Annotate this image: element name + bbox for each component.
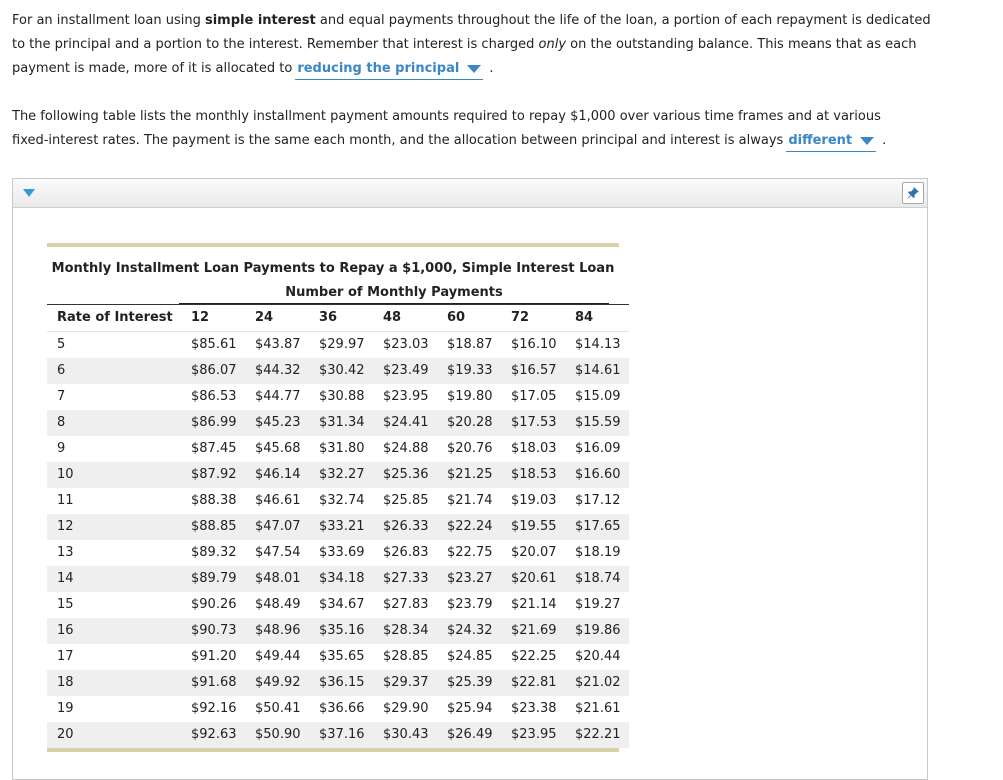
bottom-rule (47, 748, 619, 752)
payment-cell: $17.12 (575, 493, 621, 508)
payment-cell: $22.21 (575, 722, 629, 748)
rate-cell: 10 (47, 462, 191, 488)
table-row (47, 514, 629, 540)
payment-cell: $45.68 (255, 441, 301, 456)
rate-cell: 14 (47, 566, 191, 592)
payment-cell: $21.61 (575, 701, 621, 716)
payment-cell: $29.37 (383, 670, 447, 696)
payment-cell: $30.42 (319, 358, 383, 384)
payment-cell: $15.59 (575, 410, 629, 436)
payment-cell: $29.97 (319, 337, 365, 352)
rate-cell: 11 (57, 493, 74, 508)
panel-header (13, 179, 927, 208)
payment-cell: $23.95 (383, 389, 429, 404)
payment-cell: $90.73 (191, 618, 255, 644)
payment-cell: $16.10 (511, 337, 557, 352)
payment-cell: $37.16 (319, 722, 383, 748)
payment-cell: $50.90 (255, 722, 319, 748)
payment-cell: $18.74 (575, 566, 629, 592)
column-header-rate: Rate of Interest (47, 305, 191, 332)
payment-cell: $20.44 (575, 649, 621, 664)
payment-cell: $15.09 (575, 389, 621, 404)
payment-cell: $48.01 (255, 566, 319, 592)
payment-cell: $19.27 (575, 597, 621, 612)
payment-cell: $17.05 (511, 389, 557, 404)
payment-cell: $87.45 (191, 441, 237, 456)
payment-cell: $20.28 (447, 410, 511, 436)
payment-cell: $25.36 (383, 462, 447, 488)
table-row (47, 592, 629, 618)
payment-cell: $44.32 (255, 358, 319, 384)
payment-cell: $48.49 (255, 597, 301, 612)
payment-cell: $19.86 (575, 618, 629, 644)
payment-cell: $20.76 (447, 441, 493, 456)
payment-cell: $46.14 (255, 462, 319, 488)
column-header-60: 60 (447, 305, 511, 332)
payment-cell: $18.87 (447, 337, 493, 352)
payment-cell: $87.92 (191, 462, 255, 488)
table-intro-paragraph: The following table lists the monthly installment payment amounts required to repay $1,000 over various time frames and at various fixed-interest rates. The payment is the same each month, and the allocation between principal and interest is always different . (12, 105, 912, 153)
payment-cell: $30.43 (383, 722, 447, 748)
rate-cell: 20 (47, 722, 191, 748)
payment-cell: $22.25 (511, 649, 557, 664)
rate-cell: 15 (57, 597, 74, 612)
payment-cell: $28.34 (383, 618, 447, 644)
payment-cell: $22.81 (511, 670, 575, 696)
table-row (47, 618, 629, 644)
allocation-dropdown[interactable]: different (786, 132, 876, 152)
payment-cell: $16.09 (575, 441, 621, 456)
payment-cell: $17.65 (575, 514, 629, 540)
payment-cell: $35.16 (319, 618, 383, 644)
collapse-toggle-icon[interactable] (23, 189, 35, 197)
payment-cell: $25.39 (447, 670, 511, 696)
payment-cell: $47.54 (255, 545, 301, 560)
table-row (47, 488, 629, 514)
table-caption: Monthly Installment Loan Payments to Repay a $1,000, Simple Interest Loan (51, 261, 615, 276)
payment-cell: $45.23 (255, 410, 319, 436)
payment-cell: $49.44 (255, 649, 301, 664)
payment-cell: $91.20 (191, 649, 237, 664)
pin-button[interactable] (902, 182, 924, 204)
payment-cell: $91.68 (191, 670, 255, 696)
rate-cell: 16 (47, 618, 191, 644)
payment-cell: $36.66 (319, 701, 365, 716)
payment-cell: $24.88 (383, 441, 429, 456)
column-header-24: 24 (255, 305, 319, 332)
payment-cell: $20.07 (511, 545, 557, 560)
rate-cell: 5 (57, 337, 66, 352)
payment-cell: $86.99 (191, 410, 255, 436)
column-header-72: 72 (511, 305, 575, 332)
payment-cell: $23.03 (383, 337, 429, 352)
table-row (47, 332, 629, 359)
table-row (47, 644, 629, 670)
payment-cell: $86.07 (191, 358, 255, 384)
payment-cell: $21.25 (447, 462, 511, 488)
rate-cell: 18 (47, 670, 191, 696)
payment-cell: $18.19 (575, 545, 621, 560)
column-header-48: 48 (383, 305, 447, 332)
payment-cell: $35.65 (319, 649, 365, 664)
payment-cell: $92.16 (191, 701, 237, 716)
pin-icon (906, 186, 920, 200)
table-header-row (47, 305, 629, 332)
payment-cell: $21.02 (575, 670, 629, 696)
table-row (47, 540, 629, 566)
payment-cell: $28.85 (383, 649, 429, 664)
payment-cell: $17.53 (511, 410, 575, 436)
payment-cell: $88.38 (191, 493, 237, 508)
loan-payment-table-container (47, 243, 619, 752)
table-row (47, 566, 629, 592)
payment-cell: $27.33 (383, 566, 447, 592)
payment-cell: $24.85 (447, 649, 493, 664)
payment-cell: $47.07 (255, 514, 319, 540)
payment-cell: $23.49 (383, 358, 447, 384)
table-panel (12, 178, 928, 780)
payment-cell: $23.79 (447, 597, 493, 612)
rate-cell: 12 (47, 514, 191, 540)
payment-cell: $86.53 (191, 389, 237, 404)
payment-cell: $43.87 (255, 337, 301, 352)
table-row (47, 436, 629, 462)
payment-cell: $36.15 (319, 670, 383, 696)
principal-allocation-dropdown[interactable]: reducing the principal (295, 60, 483, 80)
column-header-84: 84 (575, 305, 629, 332)
payment-cell: $92.63 (191, 722, 255, 748)
payment-cell: $50.41 (255, 701, 301, 716)
payment-cell: $19.33 (447, 358, 511, 384)
payment-cell: $90.26 (191, 597, 237, 612)
payment-cell: $44.77 (255, 389, 301, 404)
payment-cell: $26.49 (447, 722, 511, 748)
rate-cell: 9 (57, 441, 66, 456)
payment-cell: $14.61 (575, 358, 629, 384)
payment-cell: $23.95 (511, 722, 575, 748)
payment-cell: $16.57 (511, 358, 575, 384)
table-row (47, 696, 629, 722)
payment-cell: $22.75 (447, 545, 493, 560)
payment-cell: $31.80 (319, 441, 365, 456)
rate-cell: 13 (57, 545, 74, 560)
column-header-12: 12 (191, 305, 255, 332)
payment-cell: $23.38 (511, 701, 557, 716)
column-header-36: 36 (319, 305, 383, 332)
intro-paragraph: For an installment loan using simple interest and equal payments throughout the life of the loan, a portion of each repayment is dedicated to the principal and a portion to the interest. Remember that interest is charged only on the outstanding balance. This means that as each payment is made, more of it is allocated to reducing the principal . (12, 9, 942, 81)
payment-cell: $25.94 (447, 701, 493, 716)
payment-cell: $21.14 (511, 597, 557, 612)
payment-cell: $24.32 (447, 618, 511, 644)
chevron-down-icon (467, 65, 481, 73)
payment-cell: $48.96 (255, 618, 319, 644)
payment-cell: $32.74 (319, 493, 365, 508)
payment-cell: $33.21 (319, 514, 383, 540)
table-row (47, 384, 629, 410)
payment-cell: $22.24 (447, 514, 511, 540)
rate-cell: 8 (47, 410, 191, 436)
payment-cell: $14.13 (575, 337, 621, 352)
payment-cell: $20.61 (511, 566, 575, 592)
payment-cell: $30.88 (319, 389, 365, 404)
payment-cell: $16.60 (575, 462, 629, 488)
table-row (47, 410, 629, 436)
payment-cell: $29.90 (383, 701, 429, 716)
payment-cell: $88.85 (191, 514, 255, 540)
payment-cell: $26.83 (383, 545, 429, 560)
payment-cell: $46.61 (255, 493, 301, 508)
payment-cell: $33.69 (319, 545, 365, 560)
rate-cell: 6 (47, 358, 191, 384)
payment-cell: $34.67 (319, 597, 365, 612)
chevron-down-icon (860, 137, 874, 145)
payment-cell: $25.85 (383, 493, 429, 508)
table-row (47, 722, 629, 748)
payment-cell: $34.18 (319, 566, 383, 592)
payment-cell: $19.80 (447, 389, 493, 404)
payment-cell: $19.55 (511, 514, 575, 540)
payment-cell: $49.92 (255, 670, 319, 696)
payment-cell: $31.34 (319, 410, 383, 436)
payment-cell: $21.69 (511, 618, 575, 644)
payment-cell: $89.32 (191, 545, 237, 560)
payment-cell: $21.74 (447, 493, 493, 508)
rate-cell: 17 (57, 649, 74, 664)
payment-cell: $23.27 (447, 566, 511, 592)
table-row (47, 670, 629, 696)
table-subheader: Number of Monthly Payments (179, 282, 609, 304)
payment-cell: $18.53 (511, 462, 575, 488)
payment-cell: $26.33 (383, 514, 447, 540)
simple-interest-term: simple interest (204, 13, 316, 28)
payment-cell: $19.03 (511, 493, 557, 508)
payment-cell: $24.41 (383, 410, 447, 436)
rate-cell: 19 (57, 701, 74, 716)
payment-cell: $27.83 (383, 597, 429, 612)
loan-payment-table (47, 304, 629, 748)
rate-cell: 7 (57, 389, 66, 404)
payment-cell: $85.61 (191, 337, 237, 352)
table-row (47, 462, 629, 488)
table-row (47, 358, 629, 384)
payment-cell: $89.79 (191, 566, 255, 592)
payment-cell: $18.03 (511, 441, 557, 456)
payment-cell: $32.27 (319, 462, 383, 488)
